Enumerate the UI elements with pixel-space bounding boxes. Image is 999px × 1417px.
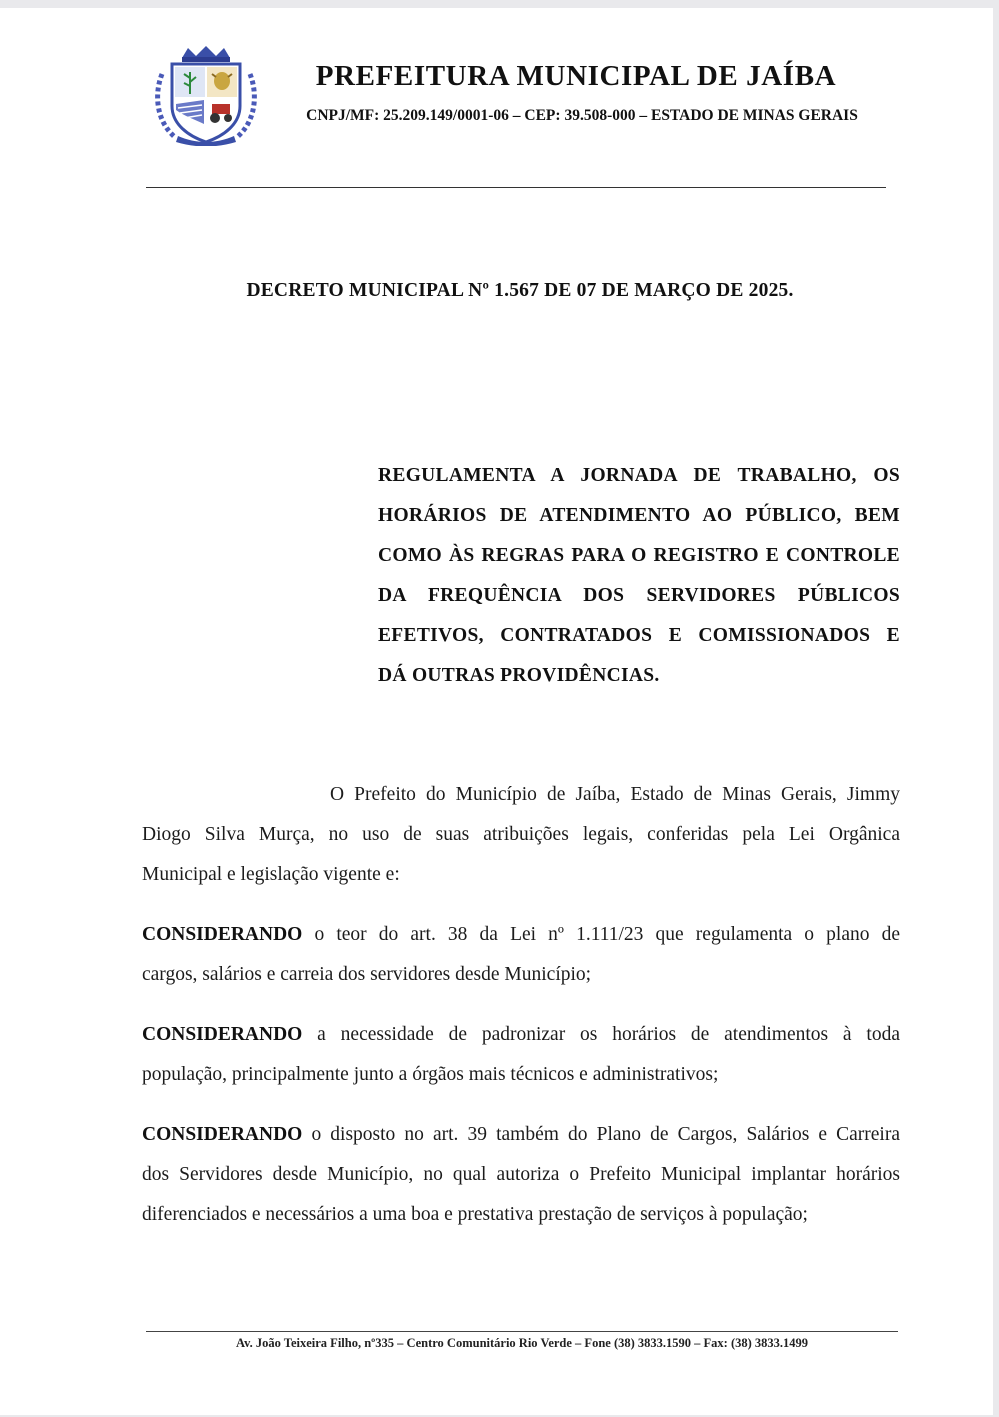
preamble-paragraph: [142, 775, 900, 895]
footer-address: Av. João Teixeira Filho, nº335 – Centro Comunitário Rio Verde – Fone (38) 3833.1590 – Fax: (38) 3833.1499: [235, 1336, 809, 1350]
summary-line: HORÁRIOS DE ATENDIMENTO AO PÚBLICO, BEM: [378, 505, 900, 526]
considerando-line: população, principalmente junto a órgãos mais técnicos e administrativos;: [142, 1064, 719, 1085]
summary-line: DÁ OUTRAS PROVIDÊNCIAS.: [378, 665, 660, 686]
considerando-keyword: CONSIDERANDO: [142, 1024, 303, 1045]
summary-line: REGULAMENTA A JORNADA DE TRABALHO, OS: [378, 465, 900, 486]
preamble-line: O Prefeito do Município de Jaíba, Estado de Minas Gerais, Jimmy: [330, 784, 900, 805]
summary-line: DA FREQUÊNCIA DOS SERVIDORES PÚBLICOS: [378, 585, 900, 606]
header-divider: [146, 187, 886, 188]
considerando-paragraph-2: [142, 1015, 900, 1095]
considerando-paragraph-3: [142, 1115, 900, 1235]
decree-title: DECRETO MUNICIPAL Nº 1.567 DE 07 DE MARÇO DE 2025.: [246, 280, 794, 301]
considerando-keyword: CONSIDERANDO: [142, 924, 303, 945]
summary-line: COMO ÀS REGRAS PARA O REGISTRO E CONTROLE: [378, 545, 900, 566]
header-title: PREFEITURA MUNICIPAL DE JAÍBA: [315, 60, 837, 92]
considerando-first-line: [142, 915, 900, 955]
considerando-text: a necessidade de padronizar os horários de atendimentos à toda: [302, 1024, 900, 1045]
considerando-line: dos Servidores desde Município, no qual autoriza o Prefeito Municipal implantar horários: [142, 1164, 900, 1185]
considerando-line: diferenciados e necessários a uma boa e prestativa prestação de serviços à população;: [142, 1204, 808, 1225]
considerando-keyword: CONSIDERANDO: [142, 1124, 303, 1145]
decree-summary: [378, 456, 900, 696]
considerando-line: cargos, salários e carreia dos servidores desde Município;: [142, 964, 592, 985]
preamble-line: Municipal e legislação vigente e:: [142, 864, 400, 885]
considerando-first-line: [142, 1015, 900, 1055]
summary-line: EFETIVOS, CONTRATADOS E COMISSIONADOS E: [378, 625, 900, 646]
considerando-paragraph-1: [142, 915, 900, 995]
municipal-coat-of-arms-icon: [152, 44, 260, 146]
document-page: [0, 8, 993, 1415]
considerando-first-line: [142, 1115, 900, 1155]
preamble-line: Diogo Silva Murça, no uso de suas atribuições legais, conferidas pela Lei Orgânica: [142, 824, 900, 845]
header-subtitle: CNPJ/MF: 25.209.149/0001-06 – CEP: 39.508-000 – ESTADO DE MINAS GERAIS: [306, 107, 858, 124]
footer-divider: [146, 1331, 898, 1332]
considerando-text: o teor do art. 38 da Lei nº 1.111/23 que regulamenta o plano de: [302, 924, 900, 945]
considerando-text: o disposto no art. 39 também do Plano de Cargos, Salários e Carreira: [302, 1124, 900, 1145]
